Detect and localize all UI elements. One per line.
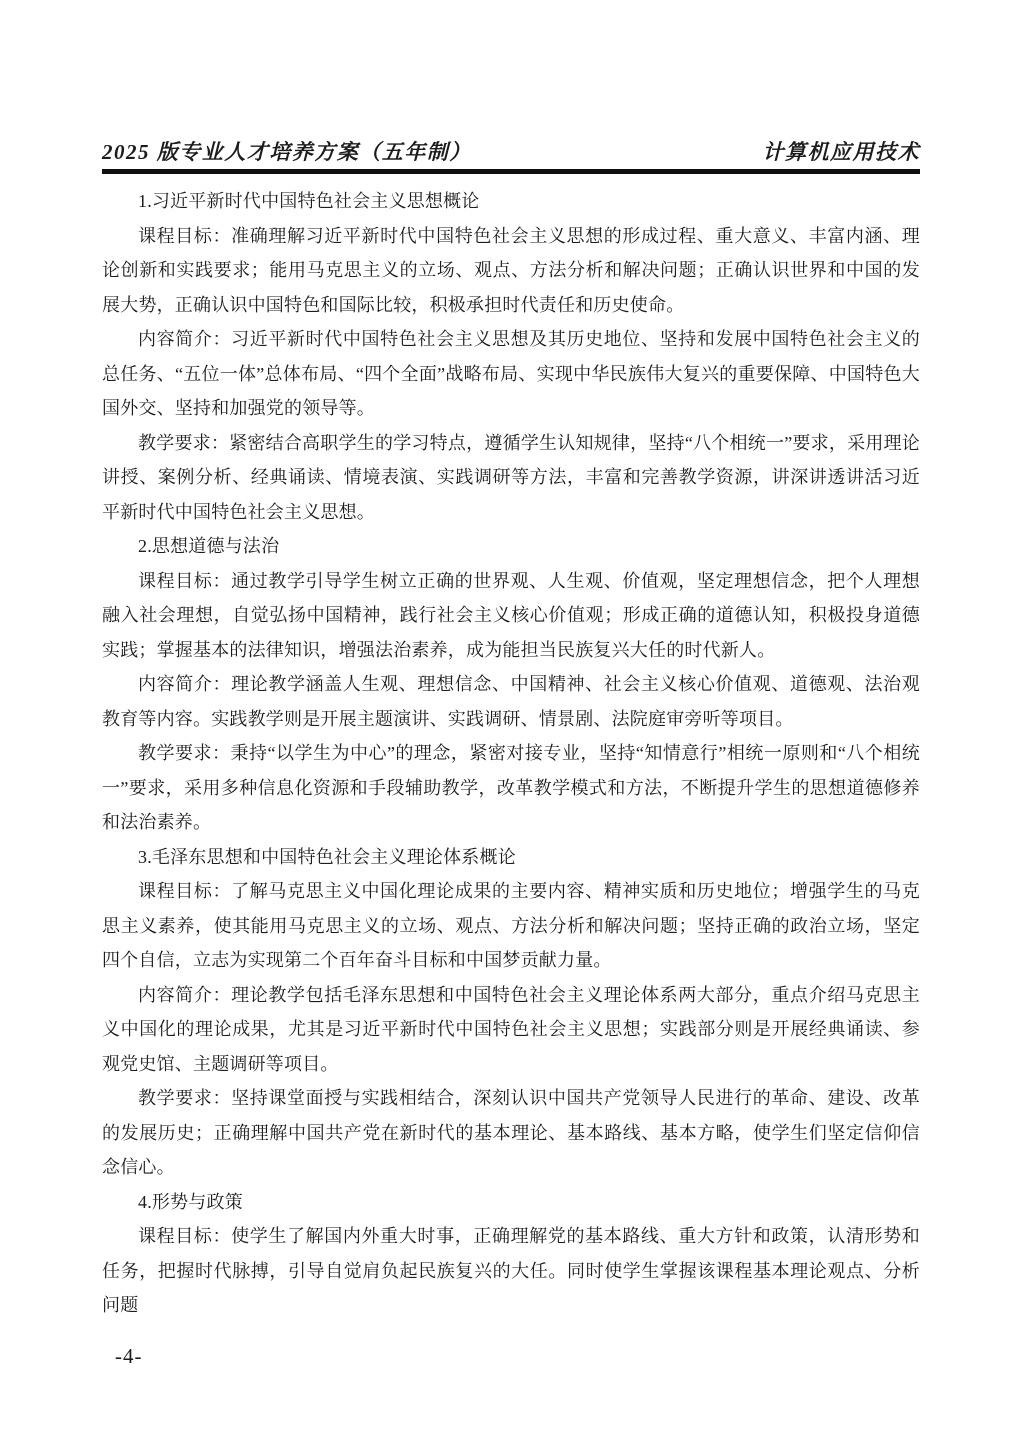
paragraph-course-goal-3: 课程目标：了解马克思主义中国化理论成果的主要内容、精神实质和历史地位；增强学生的马克思主义素养，使其能用马克思主义的立场、观点、方法分析和解决问题；坚持正确的政治立场，坚定四个自信，立志为实现第二个百年奋斗目标和中国梦贡献力量。 xyxy=(102,881,920,970)
page-number: -4- xyxy=(115,1344,143,1368)
section-heading-3: 3.毛泽东思想和中国特色社会主义理论体系概论 xyxy=(138,846,516,867)
paragraph-content-intro-1: 内容简介：习近平新时代中国特色社会主义思想及其历史地位、坚持和发展中国特色社会主义的总任务、“五位一体”总体布局、“四个全面”战略布局、实现中华民族伟大复兴的重要保障、中国特色大国外交、坚持和加强党的领导等。 xyxy=(102,329,920,418)
paragraph-course-goal-4: 课程目标：使学生了解国内外重大时事，正确理解党的基本路线、重大方针和政策，认清形势和任务，把握时代脉搏，引导自觉肩负起民族复兴的大任。同时使学生掌握该课程基本理论观点、分析问题 xyxy=(102,1226,920,1315)
page-header xyxy=(102,136,920,166)
section-heading-2: 2.思想道德与法治 xyxy=(138,536,280,556)
section-heading-1: 1.习近平新时代中国特色社会主义思想概论 xyxy=(138,191,480,211)
header-left-title: 2025 版专业人才培养方案（五年制） xyxy=(102,140,472,164)
paragraph-course-goal-1: 课程目标：准确理解习近平新时代中国特色社会主义思想的形成过程、重大意义、丰富内涵、理论创新和实践要求；能用马克思主义的立场、观点、方法分析和解决问题；正确认识世界和中国的发展大势，正确认识中国特色和国际比较，积极承担时代责任和历史使命。 xyxy=(102,225,920,315)
paragraph-content-intro-3: 内容简介：理论教学包括毛泽东思想和中国特色社会主义理论体系两大部分，重点介绍马克思主义中国化的理论成果，尤其是习近平新时代中国特色社会主义思想；实践部分则是开展经典诵读、参观党史馆、主题调研等项目。 xyxy=(102,984,920,1074)
paragraph-teaching-req-1: 教学要求：紧密结合高职学生的学习特点，遵循学生认知规律，坚持“八个相统一”要求，采用理论讲授、案例分析、经典诵读、情境表演、实践调研等方法，丰富和完善教学资源，讲深讲透讲活习近平新时代中国特色社会主义思想。 xyxy=(102,432,920,522)
paragraph-content-intro-2: 内容简介：理论教学涵盖人生观、理想信念、中国精神、社会主义核心价值观、道德观、法治观教育等内容。实践教学则是开展主题演讲、实践调研、情景剧、法院庭审旁听等项目。 xyxy=(102,674,920,729)
section-heading-4: 4.形势与政策 xyxy=(138,1191,243,1212)
paragraph-teaching-req-2: 教学要求：秉持“以学生为中心”的理念，紧密对接专业，坚持“知情意行”相统一原则和“八个相统一”要求，采用多种信息化资源和手段辅助教学，改革教学模式和方法，不断提升学生的思想道德修养和法治素养。 xyxy=(102,743,920,832)
paragraph-teaching-req-3: 教学要求：坚持课堂面授与实践相结合，深刻认识中国共产党领导人民进行的革命、建设、改革的发展历史；正确理解中国共产党在新时代的基本理论、基本路线、基本方略，使学生们坚定信仰信念信心。 xyxy=(102,1088,920,1177)
paragraph-course-goal-2: 课程目标：通过教学引导学生树立正确的世界观、人生观、价值观，坚定理想信念，把个人理想融入社会理想，自觉弘扬中国精神，践行社会主义核心价值观；形成正确的道德认知，积极投身道德实践；掌握基本的法律知识，增强法治素养，成为能担当民族复兴大任的时代新人。 xyxy=(102,570,920,660)
document-body xyxy=(102,184,920,1323)
header-right-title: 计算机应用技术 xyxy=(762,140,920,164)
header-double-rule xyxy=(102,169,920,174)
